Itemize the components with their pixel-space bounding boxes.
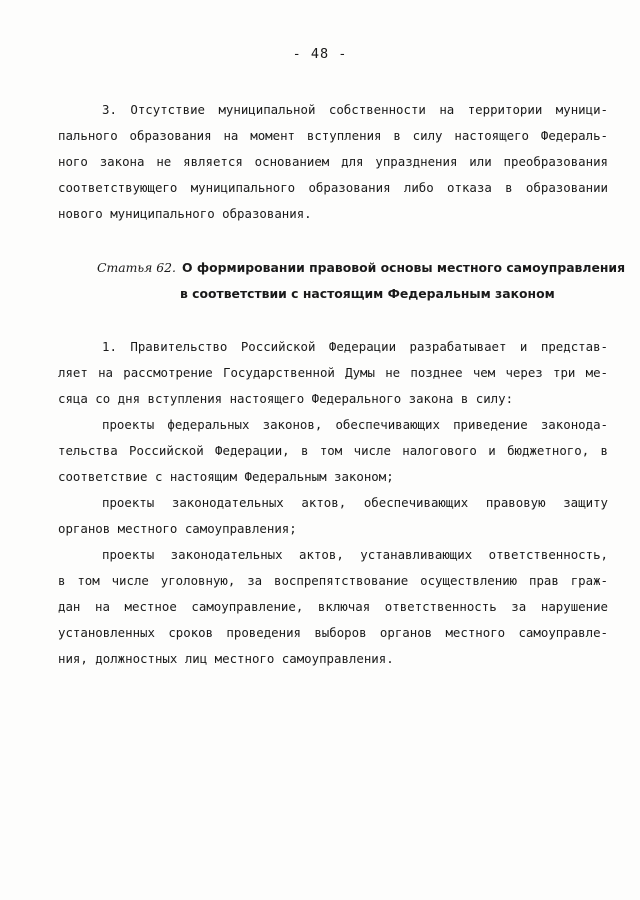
list-item-line: проекты федеральных законов, обеспечивающих приведение законода-	[102, 417, 608, 432]
article-title-line-1: О формировании правовой основы местного самоуправления	[181, 260, 626, 275]
list-item-line: органов местного самоуправления;	[58, 521, 297, 536]
list-item-line: соответствие с настоящим Федеральным законом;	[58, 469, 394, 484]
paragraph-line: пального образования на момент вступления в силу настоящего Федераль-	[58, 128, 608, 143]
page-number: - 48 -	[292, 46, 348, 62]
article-heading	[97, 255, 626, 307]
list-item-line: в том числе уголовную, за воспрепятствование осуществлению прав граж-	[58, 573, 608, 588]
paragraph-line: сяца со дня вступления настоящего Федерального закона в силу:	[58, 391, 514, 406]
list-item-line: дан на местное самоуправление, включая ответственность за нарушение	[58, 599, 608, 614]
list-item-line: установленных сроков проведения выборов органов местного самоуправле-	[58, 625, 608, 640]
paragraph-line: нового муниципального образования.	[58, 206, 312, 221]
paragraph-1	[58, 334, 608, 672]
paragraph-line: 1. Правительство Российской Федерации разрабатывает и представ-	[102, 339, 608, 354]
list-item-line: проекты законодательных актов, устанавливающих ответственность,	[102, 547, 608, 562]
article-label: Статья 62.	[97, 260, 176, 275]
paragraph-line: ного закона не является основанием для упразднения или преобразования	[58, 154, 608, 169]
list-item-line: проекты законодательных актов, обеспечивающих правовую защиту	[102, 495, 608, 510]
paragraph-line: соответствующего муниципального образования либо отказа в образовании	[58, 180, 608, 195]
list-item-line: ния, должностных лиц местного самоуправления.	[58, 651, 394, 666]
article-title-line-2: в соответствии с настоящим Федеральным законом	[180, 286, 555, 301]
paragraph-line: ляет на рассмотрение Государственной Думы не позднее чем через три ме-	[58, 365, 608, 380]
paragraph-3	[58, 97, 608, 227]
list-item-line: тельства Российской Федерации, в том числе налогового и бюджетного, в	[58, 443, 608, 458]
paragraph-line: 3. Отсутствие муниципальной собственности на территории муници-	[102, 102, 608, 117]
